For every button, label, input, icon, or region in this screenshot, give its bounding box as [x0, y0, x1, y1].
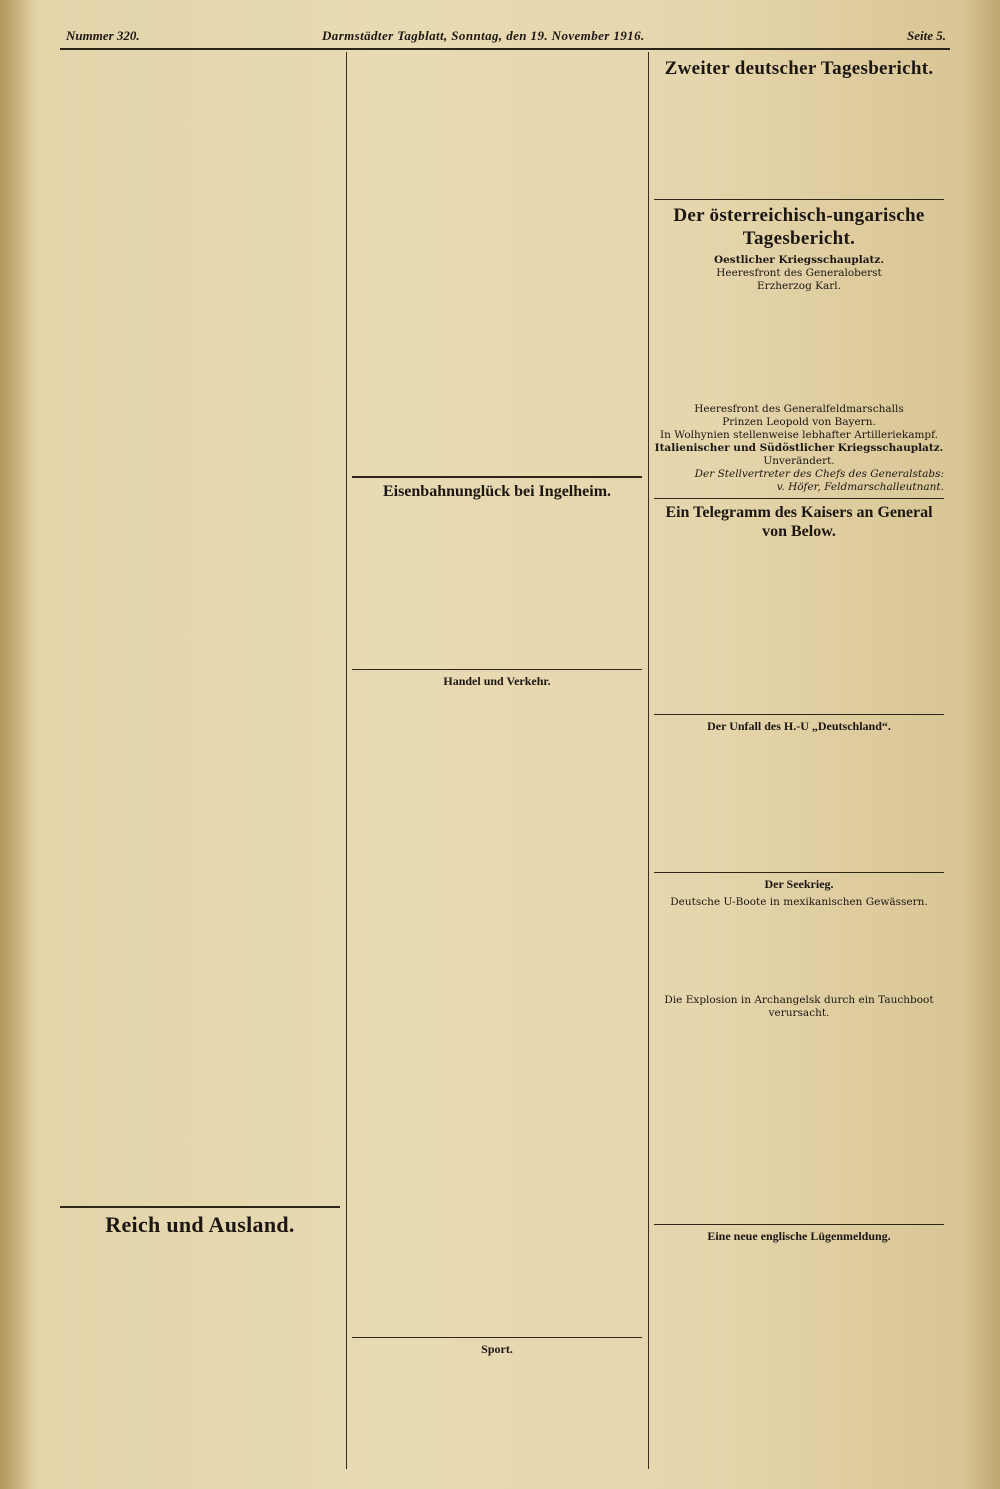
- article-train-accident: [352, 505, 642, 665]
- column-2: [352, 52, 642, 1477]
- article-austrian-report: [654, 293, 944, 403]
- masthead: [60, 26, 950, 50]
- column-1: [60, 52, 340, 1477]
- divider: [352, 669, 642, 670]
- column-rule-2: [648, 52, 649, 1469]
- front-italy: Italienischer und Südöstlicher Kriegsschauplatz.: [654, 442, 944, 454]
- article-sport: [352, 1361, 642, 1451]
- article-uboot-accident: [654, 738, 944, 868]
- divider: [60, 1206, 340, 1208]
- army-group-karl-2: Erzherzog Karl.: [757, 280, 841, 292]
- issue-number: Nummer 320.: [66, 28, 140, 43]
- paper-stain: [960, 0, 1000, 1489]
- heading-naval-war: Der Seekrieg.: [764, 877, 834, 891]
- divider: [654, 199, 944, 200]
- divider: [654, 872, 944, 873]
- article-uboote-mexico: [654, 909, 944, 994]
- divider: [654, 714, 944, 715]
- subheading-uboote-mexico: Deutsche U-Boote in mexikanischen Gewässern.: [670, 896, 928, 908]
- article-trade: [352, 693, 642, 1333]
- front-east: Oestlicher Kriegsschauplatz.: [713, 254, 885, 266]
- article-explosion: [654, 1020, 944, 1220]
- newspaper-title-date: Darmstädter Tagblatt, Sonntag, den 19. November 1916.: [322, 28, 645, 43]
- article-news-items: [352, 52, 642, 472]
- divider: [654, 1224, 944, 1225]
- article-german-daily-report: [654, 85, 944, 195]
- page-number: Seite 5.: [907, 28, 946, 43]
- divider: [654, 498, 944, 499]
- heading-english-lie: Eine neue englische Lügenmeldung.: [707, 1229, 891, 1243]
- article-reich-und-ausland: [60, 1241, 340, 1477]
- heading-uboot-accident: Der Unfall des H.-U „Deutschland“.: [707, 719, 891, 733]
- divider: [352, 476, 642, 478]
- heading-train-accident: Eisenbahnunglück bei Ingelheim.: [382, 483, 612, 500]
- unchanged-note: Unverändert.: [763, 455, 835, 467]
- divider: [352, 1337, 642, 1338]
- section-heading-reich-und-ausland: Reich und Ausland.: [105, 1212, 295, 1237]
- army-group-leopold-1: Heeresfront des Generalfeldmarschalls: [694, 403, 904, 415]
- heading-austrian-report: Der österreichisch-ungarische Tagesbericht.: [673, 205, 925, 249]
- heading-trade: Handel und Verkehr.: [443, 674, 551, 688]
- wolhynia-note: In Wolhynien stellenweise lebhafter Artilleriekampf.: [660, 429, 938, 441]
- signature-line-1: Der Stellvertreter des Chefs des Generalstabs:: [694, 468, 944, 480]
- signature-line-2: v. Höfer, Feldmarschalleutnant.: [776, 481, 944, 493]
- heading-german-daily-report: Zweiter deutscher Tagesbericht.: [664, 58, 934, 79]
- subheading-explosion: Die Explosion in Archangelsk durch ein Tauchboot verursacht.: [664, 994, 934, 1019]
- article-kaiser-telegram: [654, 545, 944, 710]
- column-rule-1: [346, 52, 347, 1469]
- article-local-news: [60, 52, 340, 1202]
- column-3: [654, 52, 944, 1477]
- paper-stain: [0, 0, 30, 1489]
- army-group-karl-1: Heeresfront des Generaloberst: [716, 267, 882, 279]
- army-group-leopold-2: Prinzen Leopold von Bayern.: [722, 416, 876, 428]
- heading-kaiser-telegram: Ein Telegramm des Kaisers an General von Below.: [665, 504, 933, 540]
- article-english-lie: [654, 1248, 944, 1338]
- heading-sport: Sport.: [481, 1342, 513, 1356]
